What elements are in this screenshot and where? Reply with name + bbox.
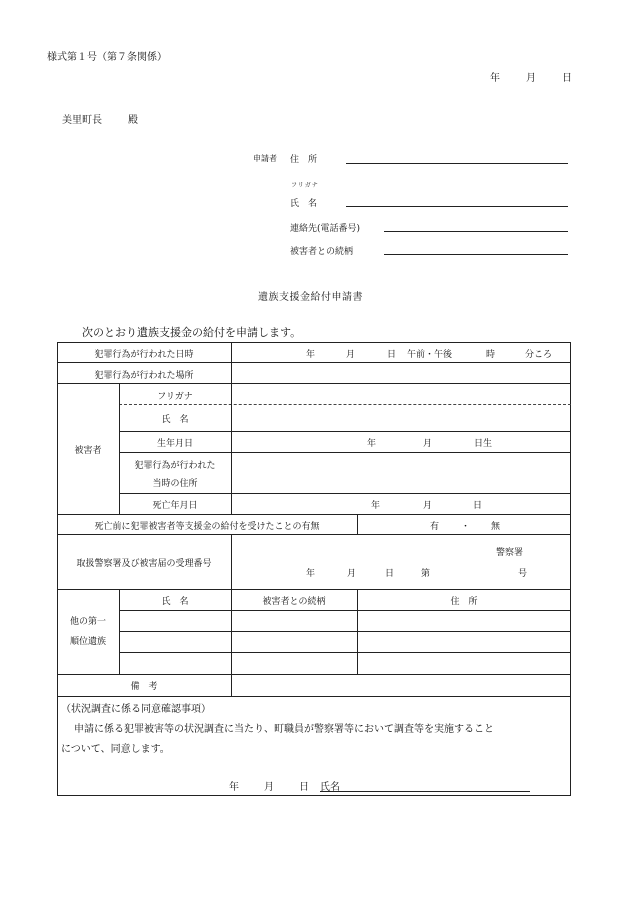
intro-text: 次のとおり遺族支援金の給付を申請します。 <box>82 326 302 339</box>
crime-ampm-label: 午前・午後 <box>407 350 453 360</box>
victim-label: 被害者 <box>74 446 102 456</box>
prior-benefit-no[interactable]: 無 <box>491 522 501 532</box>
document-title: 遺族支援金給付申請書 <box>258 292 363 303</box>
police-day-label: 日 <box>385 569 395 579</box>
victim-address-field[interactable] <box>232 453 570 493</box>
prior-benefit-yes[interactable]: 有 <box>430 522 440 532</box>
victim-death-label: 死亡年月日 <box>152 501 198 511</box>
bereaved-header-name: 氏 名 <box>161 597 189 607</box>
consent-name-label: 氏名 <box>320 782 340 793</box>
crime-place-label: 犯罪行為が行われた場所 <box>94 371 194 381</box>
bereaved-label-1: 他の第一 <box>69 617 106 627</box>
form-number: 様式第１号（第７条関係） <box>47 52 167 63</box>
applicant-relation-field[interactable] <box>384 254 568 255</box>
crime-month-label: 月 <box>346 350 356 360</box>
victim-name-field[interactable] <box>232 384 570 431</box>
crime-minute-label: 分ころ <box>525 350 553 360</box>
bereaved-header-address: 住 所 <box>450 597 478 607</box>
police-label: 取扱警察署及び被害届の受理番号 <box>76 559 212 569</box>
consent-heading: （状況調査に係る同意確認事項） <box>61 704 211 715</box>
consent-body-line1: 申請に係る犯罪被害等の状況調査に当たり、町職員が警察署等において調査等を実施すること <box>74 724 494 735</box>
consent-name-field[interactable] <box>320 791 530 792</box>
bereaved-header-relation: 被害者との続柄 <box>262 597 326 607</box>
applicant-furigana-label: フリガナ <box>291 182 319 189</box>
applicant-address-field[interactable] <box>346 163 568 164</box>
bereaved-label-2: 順位遺族 <box>69 637 106 647</box>
crime-year-label: 年 <box>306 350 316 360</box>
birth-day-label: 日生 <box>474 439 493 449</box>
police-dai-label: 第 <box>421 569 431 579</box>
victim-furigana-label: フリガナ <box>157 392 193 402</box>
applicant-name-label: 氏 名 <box>290 199 318 209</box>
applicant-label: 申請者 <box>253 154 277 163</box>
police-year-label: 年 <box>306 569 316 579</box>
death-day-label: 日 <box>473 501 483 511</box>
applicant-contact-label: 連絡先(電話番号) <box>290 224 361 234</box>
date-year-label: 年 <box>490 73 500 84</box>
prior-benefit-separator: ・ <box>461 522 471 532</box>
crime-hour-label: 時 <box>486 350 496 360</box>
addressee: 美里町長 <box>62 115 102 126</box>
police-go-label: 号 <box>518 569 528 579</box>
consent-body-line2: について、同意します。 <box>61 744 170 755</box>
birth-year-label: 年 <box>367 439 377 449</box>
date-day-label: 日 <box>562 73 572 84</box>
prior-benefit-label: 死亡前に犯罪被害者等支援金の給付を受けたことの有無 <box>94 522 320 532</box>
victim-name-label: 氏 名 <box>161 415 189 425</box>
remarks-field[interactable] <box>232 675 570 696</box>
birth-month-label: 月 <box>423 439 433 449</box>
death-year-label: 年 <box>371 501 381 511</box>
consent-year-label: 年 <box>229 782 239 793</box>
date-month-label: 月 <box>526 73 536 84</box>
consent-day-label: 日 <box>299 782 309 793</box>
crime-datetime-label: 犯罪行為が行われた日時 <box>94 350 194 360</box>
honorific: 殿 <box>128 115 138 126</box>
applicant-address-label: 住 所 <box>290 155 318 165</box>
victim-birth-label: 生年月日 <box>156 439 193 449</box>
police-month-label: 月 <box>347 569 357 579</box>
victim-address-label-2: 当時の住所 <box>152 479 198 489</box>
crime-day-label: 日 <box>387 350 397 360</box>
applicant-relation-label: 被害者との続柄 <box>290 247 354 257</box>
police-station-label: 警察署 <box>496 548 524 558</box>
remarks-label: 備 考 <box>130 682 158 692</box>
death-month-label: 月 <box>423 501 433 511</box>
applicant-contact-field[interactable] <box>384 231 568 232</box>
applicant-name-field[interactable] <box>346 206 568 207</box>
victim-address-label-1: 犯罪行為が行われた <box>134 461 216 471</box>
crime-place-field[interactable] <box>232 363 570 383</box>
consent-month-label: 月 <box>264 782 274 793</box>
